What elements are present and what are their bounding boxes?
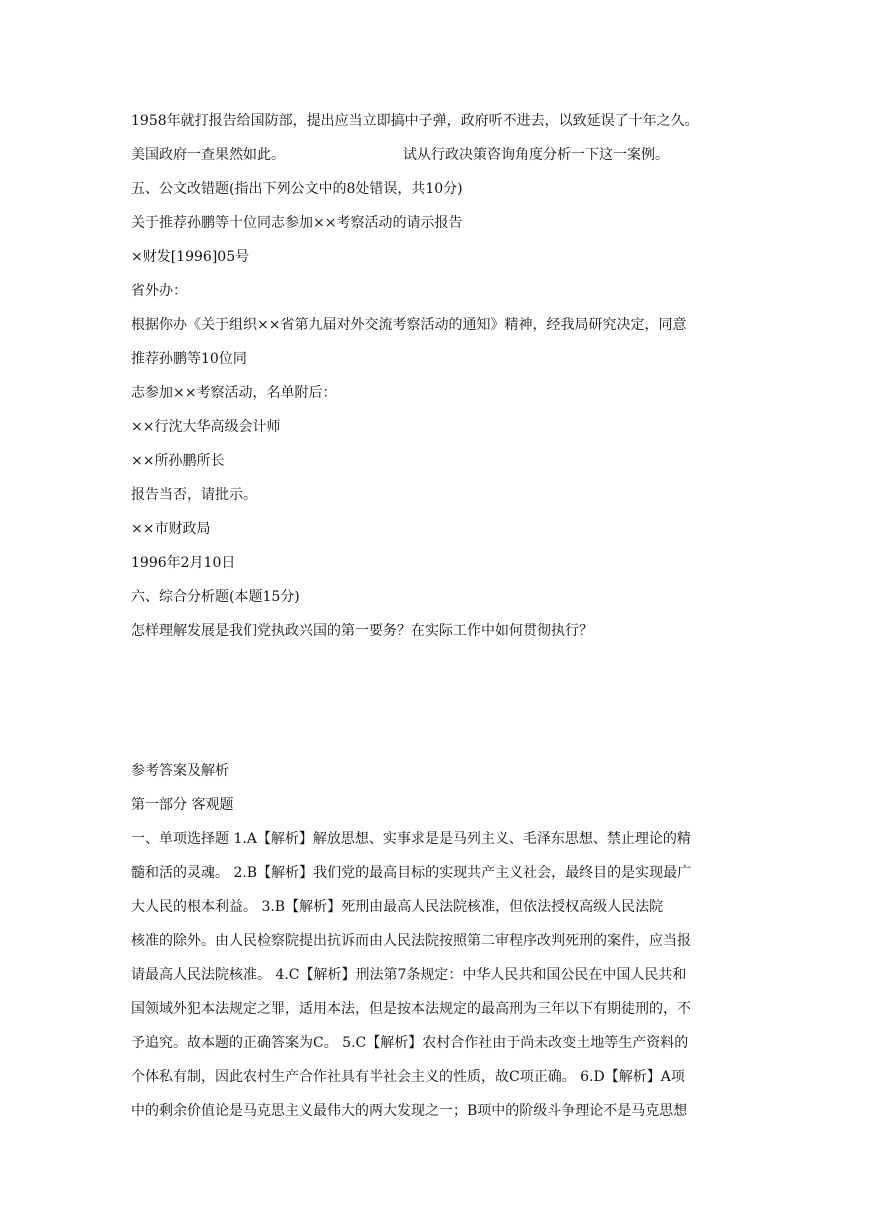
memo-title: 关于推荐孙鹏等十位同志参加××考察活动的请示报告 [131,215,463,231]
case-text-line-2 [131,145,669,165]
answers-title: 参考答案及解析 [131,763,229,779]
memo-body-line-2: 推荐孙鹏等10位同 [131,351,247,367]
memo-date: 1996年2月10日 [131,555,236,571]
answer-line: 个体私有制，因此农村生产合作社具有半社会主义的性质，故C项正确。 6.D【解析】A项 [131,1069,685,1085]
case-text-conclusion: 美国政府一查果然如此。 [131,147,285,163]
memo-document-number: ×财发[1996]05号 [131,249,250,265]
memo-list-item-2: ××所孙鹏所长 [131,453,225,469]
case-text-line-1: 1958年就打报告给国防部，提出应当立即搞中子弹，政府听不进去，以致延误了十年之久。 [131,113,699,129]
answers-part-heading: 第一部分 客观题 [131,797,234,813]
section-6-question: 怎样理解发展是我们党执政兴国的第一要务？在实际工作中如何贯彻执行？ [131,623,593,639]
answer-line: 予追究。故本题的正确答案为C。 5.C【解析】农村合作社由于尚未改变土地等生产资料的 [131,1035,689,1051]
answer-line: 髓和活的灵魂。 2.B【解析】我们党的最高目标的实现共产主义社会，最终目的是实现最广 [131,865,692,881]
memo-body-line-3: 志参加××考察活动，名单附后： [131,385,337,401]
answer-line: 请最高人民法院核准。 4.C【解析】刑法第7条规定：中华人民共和国公民在中国人民共和 [131,967,687,983]
memo-body-line-1: 根据你办《关于组织××省第九届对外交流考察活动的通知》精神，经我局研究决定，同意 [131,317,687,333]
answer-line: 大人民的根本利益。 3.B【解析】死刑由最高人民法院核准，但依法授权高级人民法院 [131,899,664,915]
answer-line: 核准的除外。由人民检察院提出抗诉而由人民法院按照第二审程序改判死刑的案件，应当报 [131,933,691,949]
memo-list-item-1: ××行沈大华高级会计师 [131,419,281,435]
section-5-heading: 五、公文改错题(指出下列公文中的8处错误，共10分) [131,181,463,197]
answer-line: 中的剩余价值论是马克思主义最伟大的两大发现之一；B项中的阶级斗争理论不是马克思想 [131,1103,688,1119]
section-6-heading: 六、综合分析题(本题15分) [131,589,300,605]
answer-line: 一、单项选择题 1.A【解析】解放思想、实事求是是马列主义、毛泽东思想、禁止理论的精 [131,831,691,847]
memo-closing: 报告当否，请批示。 [131,487,257,503]
memo-addressee: 省外办： [131,283,187,299]
memo-signature: ××市财政局 [131,521,211,537]
case-question: 试从行政决策咨询角度分析一下这一案例。 [403,147,669,163]
answer-line: 国领域外犯本法规定之罪，适用本法，但是按本法规定的最高刑为三年以下有期徒刑的，不 [131,1001,691,1017]
